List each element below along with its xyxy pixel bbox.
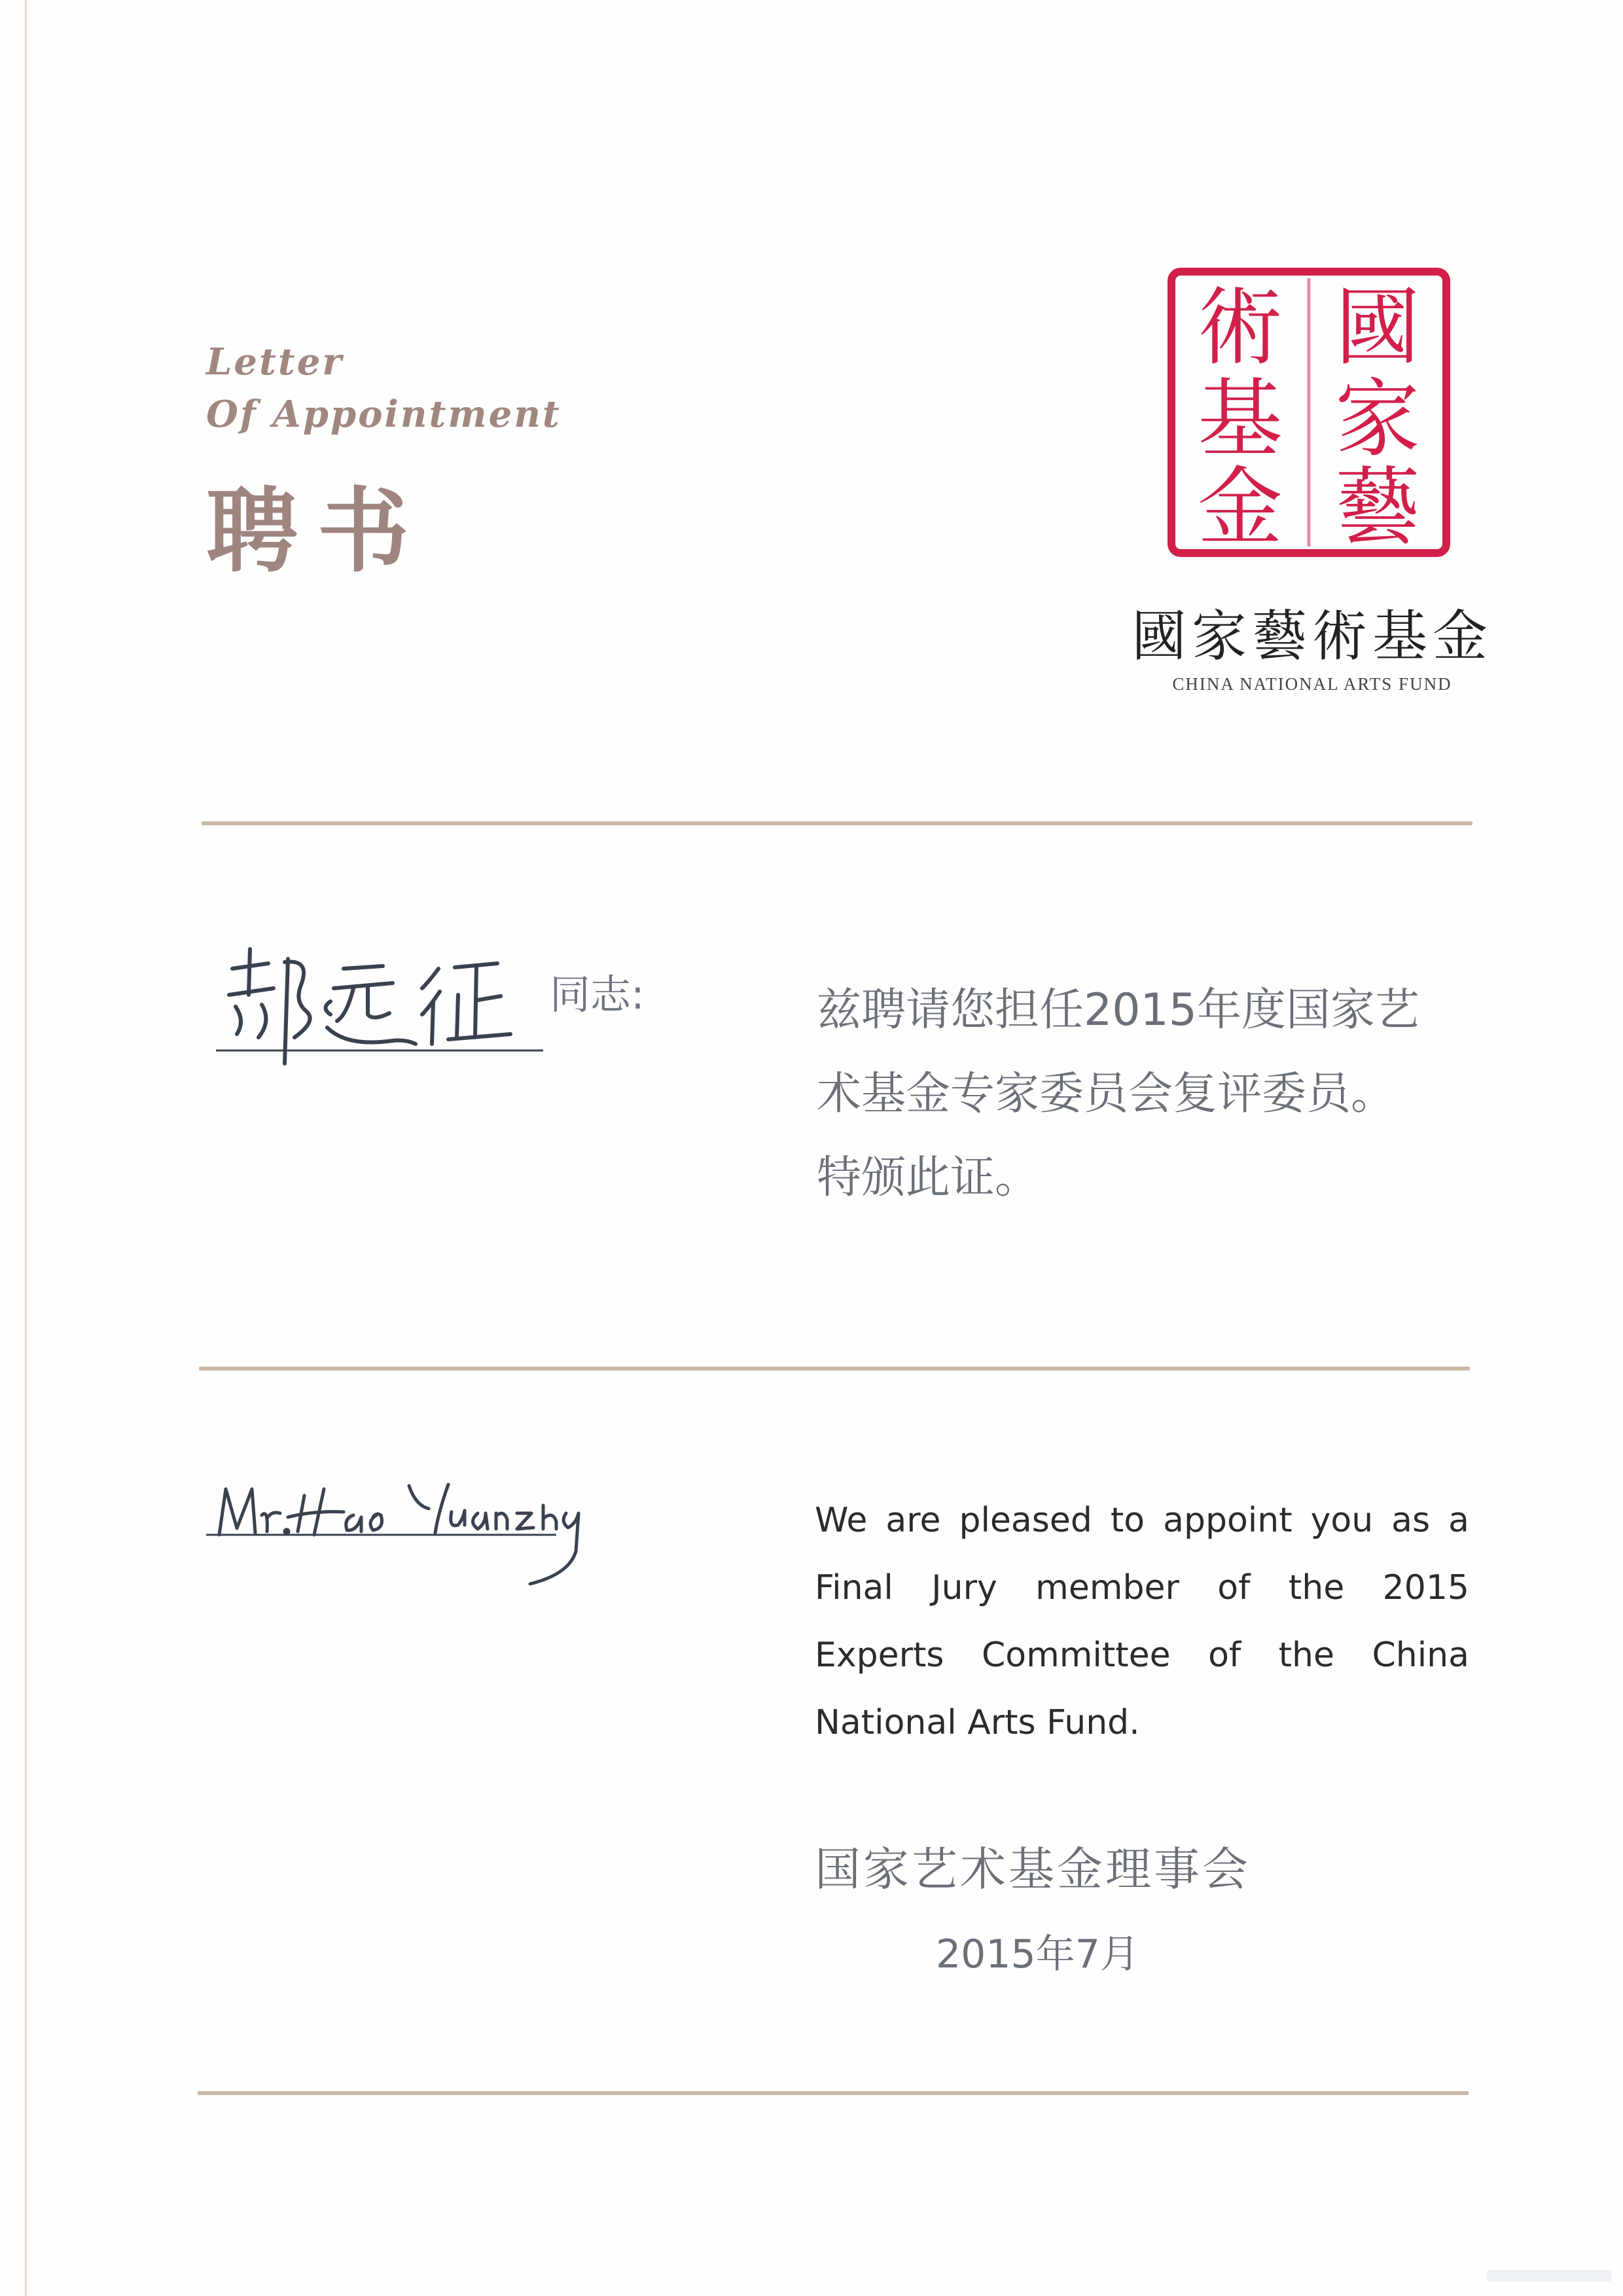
divider-bottom	[198, 2091, 1469, 2095]
seal-char: 基	[1197, 369, 1283, 469]
handwritten-signature-chinese	[196, 923, 550, 1080]
seal-char: 國	[1334, 278, 1421, 377]
body-zh-line1: 兹聘请您担任2015年度国家艺	[817, 984, 1420, 1036]
appointment-text-english: We are pleased to appoint you as a Final Jury member of the 2015 Experts Committee of the China National Arts Fund.	[815, 1501, 1469, 1742]
title-english-line1: Letter	[206, 340, 344, 384]
fund-name-english: CHINA NATIONAL ARTS FUND	[1172, 674, 1452, 694]
council-name: 国家艺术基金理事会	[815, 1842, 1251, 1896]
title-english-line2: Of Appointment	[206, 393, 562, 436]
appointment-text-chinese	[817, 969, 1478, 1220]
body-zh-line3: 特颁此证。	[817, 1152, 1040, 1204]
seal-char: 藝	[1334, 457, 1421, 557]
seal-char: 金	[1197, 457, 1283, 557]
body-zh-line2: 术基金专家委员会复评委员。	[817, 1068, 1396, 1120]
fund-name-chinese: 國家藝術基金	[1131, 604, 1493, 668]
red-seal-stamp	[1165, 265, 1453, 560]
corner-watermark	[1486, 2266, 1616, 2286]
page-edge-line	[25, 0, 27, 2296]
seal-char: 家	[1334, 369, 1421, 469]
title-chinese: 聘书	[206, 478, 429, 585]
comrade-label: 同志:	[550, 971, 645, 1018]
divider-top	[202, 821, 1472, 825]
handwritten-signature-english	[190, 1460, 661, 1617]
seal-char: 術	[1197, 278, 1283, 377]
divider-middle	[199, 1367, 1470, 1371]
issue-date: 2015年7月	[936, 1931, 1139, 1977]
